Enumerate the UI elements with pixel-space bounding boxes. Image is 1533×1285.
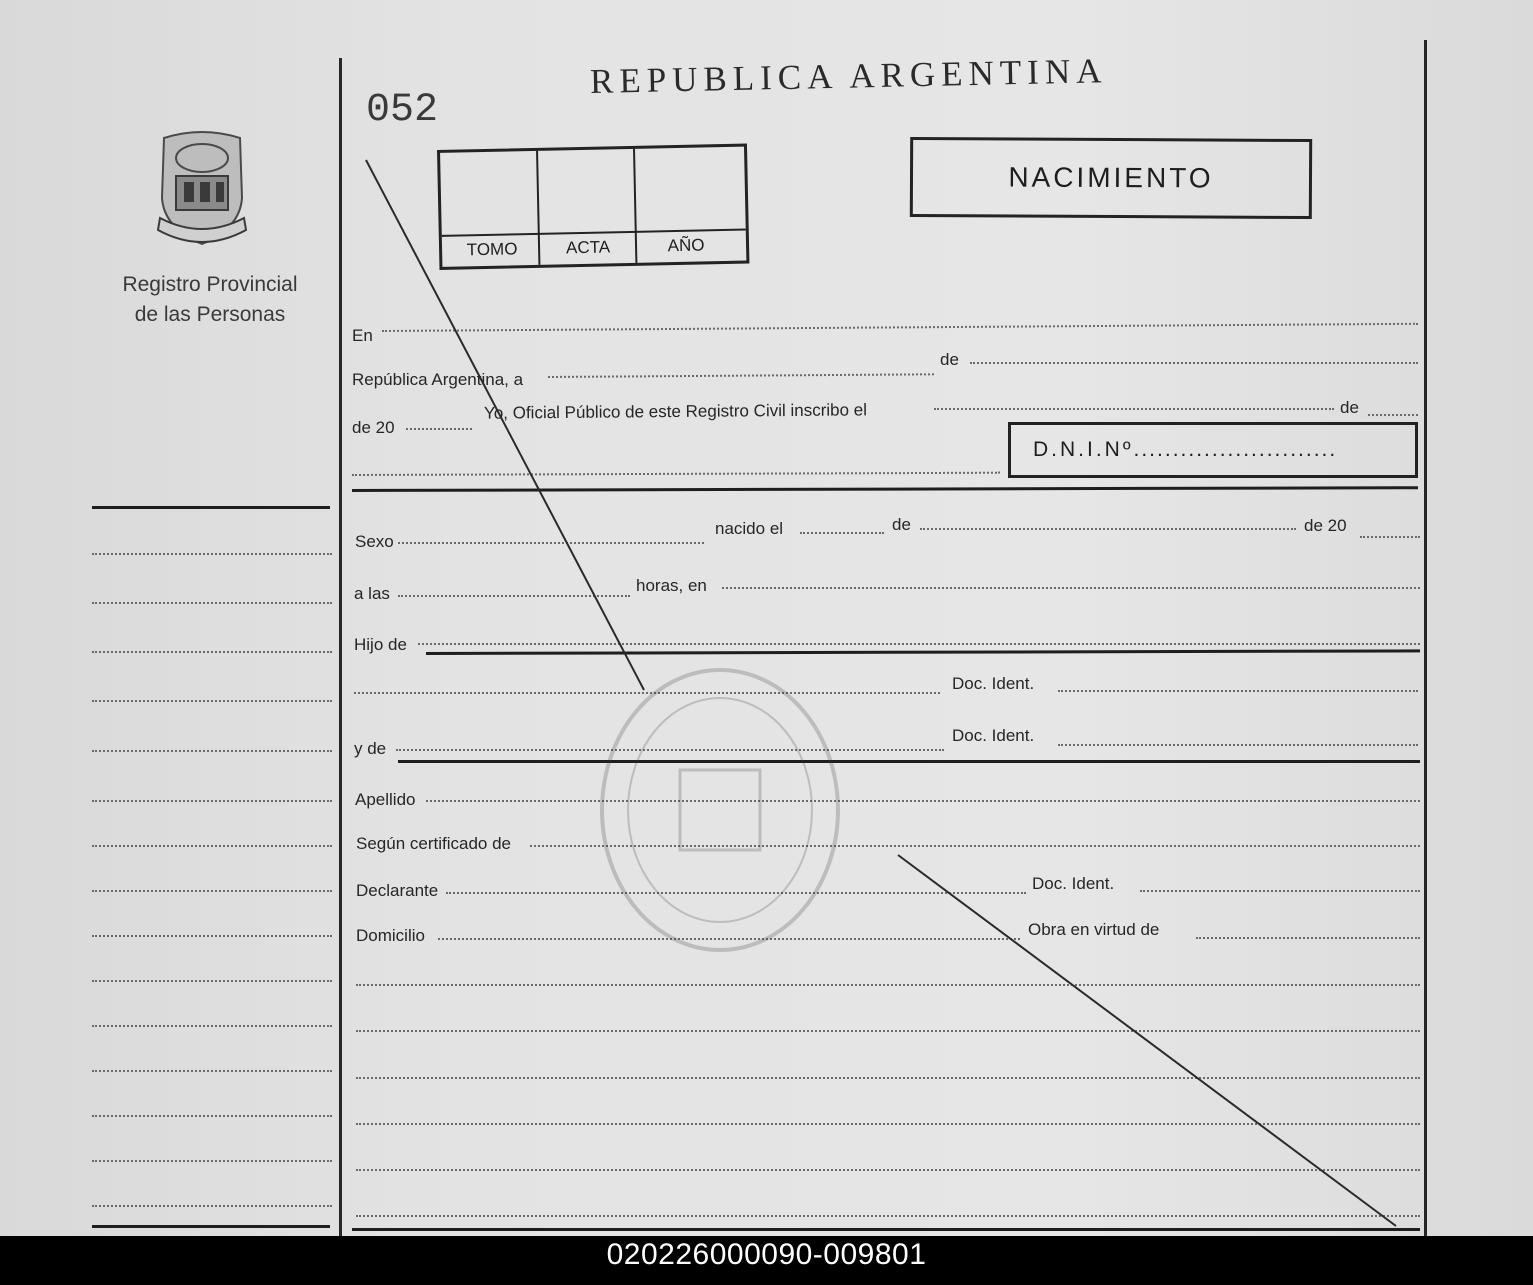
dni-box[interactable]: D.N.I.Nº .......................... [1008, 422, 1418, 478]
de-20-label-a: de 20 [352, 418, 395, 437]
barcode-id: 020226000090-009801 [606, 1238, 927, 1271]
en-label: En [352, 326, 373, 345]
domicilio-label: Domicilio [356, 926, 425, 945]
doc-ident-label-3: Doc. Ident. [1032, 874, 1115, 893]
a-las-label: a las [354, 584, 390, 603]
serial-number: 052 [366, 88, 439, 133]
de-20-label-b: de 20 [1304, 516, 1347, 535]
ano-label: AÑO [667, 235, 705, 256]
segun-certificado-label: Según certificado de [356, 834, 511, 853]
doc-ident-label-1: Doc. Ident. [952, 674, 1035, 693]
de-label-2: de [1340, 398, 1359, 417]
hijo-de-label: Hijo de [354, 635, 407, 654]
nacido-el-label: nacido el [715, 519, 784, 538]
registry-office-line2: de las Personas [134, 303, 286, 326]
obra-en-virtud-label: Obra en virtud de [1028, 920, 1160, 939]
de-label-3: de [892, 515, 911, 534]
sexo-label: Sexo [355, 532, 394, 551]
republica-a-label: República Argentina, a [352, 370, 524, 389]
yo-oficial-label: Yo, Oficial Público de este Registro Civil inscribo el [483, 400, 868, 423]
tomo-label: TOMO [466, 239, 518, 260]
document-type-label: NACIMIENTO [1008, 161, 1214, 194]
declarante-label: Declarante [356, 881, 439, 900]
de-label-1: de [940, 350, 959, 369]
y-de-label: y de [354, 739, 387, 758]
doc-ident-label-2: Doc. Ident. [952, 726, 1035, 745]
apellido-label: Apellido [355, 790, 416, 809]
country-title: REPUBLICA ARGENTINA [589, 51, 1108, 101]
registry-office-line1: Registro Provincial [122, 273, 298, 296]
acta-label: ACTA [565, 237, 611, 258]
horas-en-label: horas, en [636, 576, 707, 595]
dni-label: D.N.I.Nº [1033, 438, 1134, 461]
